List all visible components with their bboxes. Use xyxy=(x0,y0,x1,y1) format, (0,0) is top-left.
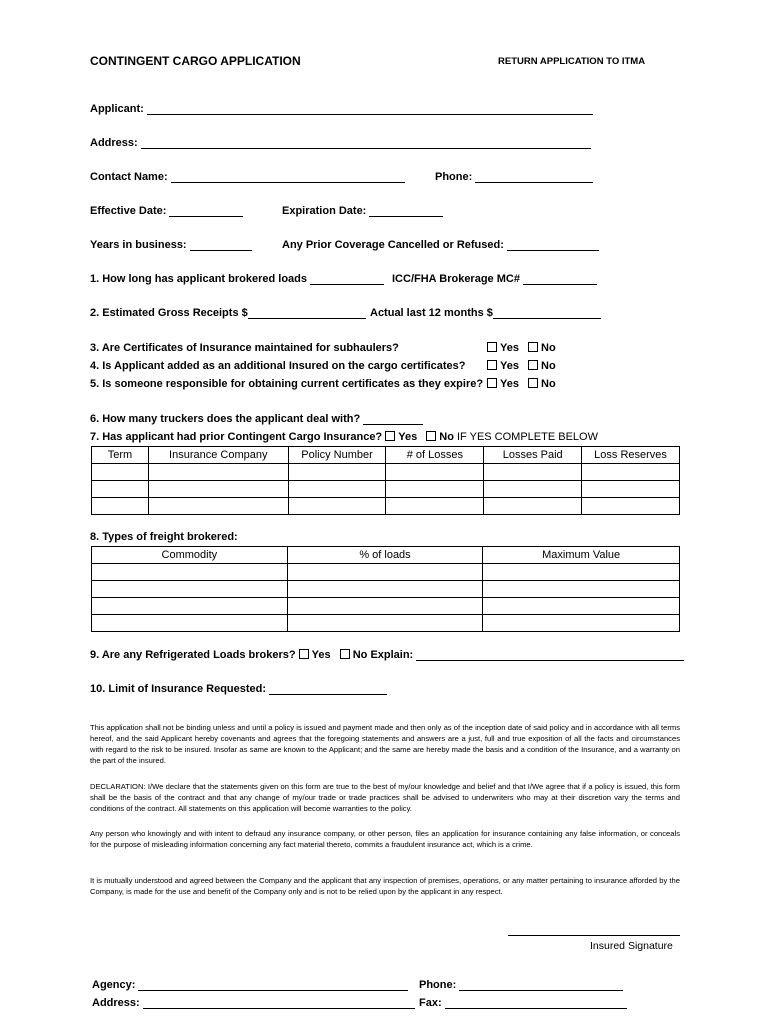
q1-label: 1. How long has applicant brokered loads xyxy=(90,273,307,285)
page-title: CONTINGENT CARGO APPLICATION xyxy=(90,54,301,68)
q1b-label: ICC/FHA Brokerage MC# xyxy=(392,273,520,285)
effective-date-field[interactable] xyxy=(169,205,243,217)
signature-label: Insured Signature xyxy=(590,940,673,952)
effective-date-label: Effective Date: xyxy=(90,205,167,217)
yes-label: Yes xyxy=(500,342,519,354)
q6-row xyxy=(90,413,423,425)
q7-note: IF YES COMPLETE BELOW xyxy=(456,431,598,443)
table-cell[interactable] xyxy=(483,615,680,632)
table-cell[interactable] xyxy=(484,464,582,481)
table-cell[interactable] xyxy=(92,481,149,498)
q5-options xyxy=(487,378,556,390)
q6-field[interactable] xyxy=(363,413,423,425)
q9-explain-label: Explain: xyxy=(370,649,414,661)
return-notice: RETURN APPLICATION TO ITMA xyxy=(498,56,646,67)
no-label: No xyxy=(439,431,454,443)
table-row xyxy=(92,564,680,581)
q7-row xyxy=(90,431,598,443)
table-cell[interactable] xyxy=(386,464,484,481)
no-label: No xyxy=(541,378,556,390)
table-cell[interactable] xyxy=(582,498,680,515)
applicant-field[interactable] xyxy=(147,103,593,115)
yes-label: Yes xyxy=(500,378,519,390)
yes-label: Yes xyxy=(311,649,331,661)
fax-row xyxy=(419,997,627,1009)
col-header: Policy Number xyxy=(288,447,386,464)
table-row xyxy=(92,581,680,598)
q1-row xyxy=(90,273,384,285)
col-header: Maximum Value xyxy=(483,547,680,564)
q8-label: 8. Types of freight brokered: xyxy=(90,531,238,543)
table-cell[interactable] xyxy=(287,564,483,581)
q2b-row xyxy=(370,307,601,319)
q7-label: 7. Has applicant had prior Contingent Cargo Insurance? xyxy=(90,431,383,443)
footer-phone-field[interactable] xyxy=(459,979,623,991)
q9-yes-checkbox[interactable] xyxy=(299,649,309,659)
footer-phone-row xyxy=(419,979,623,991)
table-cell[interactable] xyxy=(148,464,288,481)
declaration-paragraph: DECLARATION: I/We declare that the statements given on this form are true to the best of my/our knowledge and belief and that I/We agree that if a policy is issued, this form shall be the basis of the contract and that any change of my/our trade or trade practices shall be advised to underwriters who may at their discretion vary the terms and conditions of the contract. All statements on this application will become warranties to the policy. xyxy=(90,782,680,813)
no-label: No xyxy=(541,360,556,372)
table-row xyxy=(92,464,680,481)
q10-label: 10. Limit of Insurance Requested: xyxy=(90,683,267,695)
q10-field[interactable] xyxy=(269,683,387,695)
address-row xyxy=(90,137,591,149)
q4-options xyxy=(487,360,556,372)
table-cell[interactable] xyxy=(386,481,484,498)
q4-yes-checkbox[interactable] xyxy=(487,360,497,370)
contact-name-field[interactable] xyxy=(171,171,405,183)
table-cell[interactable] xyxy=(386,498,484,515)
col-header: Loss Reserves xyxy=(582,447,680,464)
table-header-row xyxy=(92,547,680,564)
q2-label: 2. Estimated Gross Receipts $ xyxy=(90,307,248,319)
table-header-row xyxy=(92,447,680,464)
q1b-row xyxy=(392,273,597,285)
q9-row xyxy=(90,649,684,661)
inspection-paragraph: It is mutually understood and agreed between the Company and the applicant that any inspection of premises, operations, or any matter pertaining to insurance afforded by the Company, is made for the use and benefit of the Company only and is not to be relied upon by the applicant in any respect. xyxy=(90,876,680,896)
table-cell[interactable] xyxy=(92,498,149,515)
q2b-label: Actual last 12 months $ xyxy=(370,307,493,319)
table-cell[interactable] xyxy=(92,598,288,615)
table-cell[interactable] xyxy=(288,498,386,515)
prior-insurance-table xyxy=(91,446,680,515)
q5-yes-checkbox[interactable] xyxy=(487,378,497,388)
prior-coverage-row xyxy=(282,239,599,251)
q9-label: 9. Are any Refrigerated Loads brokers? xyxy=(90,649,296,661)
contact-name-label: Contact Name: xyxy=(90,171,168,183)
col-header: Losses Paid xyxy=(484,447,582,464)
fax-label: Fax: xyxy=(419,997,442,1009)
q3-options xyxy=(487,342,556,354)
col-header: Commodity xyxy=(92,547,288,564)
table-cell[interactable] xyxy=(483,598,680,615)
q4-label: 4. Is Applicant added as an additional Insured on the cargo certificates? xyxy=(90,360,466,372)
q3-label: 3. Are Certificates of Insurance maintained for subhaulers? xyxy=(90,342,399,354)
q3-no-checkbox[interactable] xyxy=(528,342,538,352)
contact-row xyxy=(90,171,405,183)
expiration-date-label: Expiration Date: xyxy=(282,205,367,217)
table-cell[interactable] xyxy=(287,598,483,615)
years-label: Years in business: xyxy=(90,239,187,251)
expiration-date-row xyxy=(282,205,443,217)
applicant-row xyxy=(90,103,593,115)
col-header: Insurance Company xyxy=(148,447,288,464)
fax-field[interactable] xyxy=(445,997,627,1009)
col-header: Term xyxy=(92,447,149,464)
agency-field[interactable] xyxy=(138,979,408,991)
q7-no-checkbox[interactable] xyxy=(426,431,436,441)
q2-row xyxy=(90,307,366,319)
table-cell[interactable] xyxy=(288,481,386,498)
table-cell[interactable] xyxy=(148,481,288,498)
table-cell[interactable] xyxy=(92,581,288,598)
q2-field[interactable] xyxy=(248,307,366,319)
effective-date-row xyxy=(90,205,243,217)
table-row xyxy=(92,498,680,515)
address-label: Address: xyxy=(90,137,138,149)
prior-coverage-label: Any Prior Coverage Cancelled or Refused: xyxy=(282,239,504,251)
freight-table xyxy=(91,546,680,632)
agency-row xyxy=(92,979,408,991)
table-row xyxy=(92,598,680,615)
table-cell[interactable] xyxy=(582,481,680,498)
q3-yes-checkbox[interactable] xyxy=(487,342,497,352)
table-cell[interactable] xyxy=(287,615,483,632)
table-row xyxy=(92,481,680,498)
q9-explain-field[interactable] xyxy=(416,649,684,661)
q4-no-checkbox[interactable] xyxy=(528,360,538,370)
table-cell[interactable] xyxy=(288,464,386,481)
phone-label: Phone: xyxy=(435,171,473,183)
agency-label: Agency: xyxy=(92,979,136,991)
col-header: # of Losses xyxy=(386,447,484,464)
expiration-date-field[interactable] xyxy=(369,205,443,217)
footer-phone-label: Phone: xyxy=(419,979,457,991)
no-label: No xyxy=(352,649,368,661)
phone-field[interactable] xyxy=(475,171,593,183)
applicant-label: Applicant: xyxy=(90,103,144,115)
table-cell[interactable] xyxy=(148,498,288,515)
address-field[interactable] xyxy=(141,137,591,149)
table-cell[interactable] xyxy=(92,564,288,581)
table-cell[interactable] xyxy=(484,481,582,498)
fraud-paragraph: Any person who knowingly and with intent to defraud any insurance company, or other person, files an application for insurance containing any false information, or conceals for the purpose of misleading information concerning any fact material thereto, commits a fraudulent insurance act, which is a crime. xyxy=(90,829,680,849)
q5-label: 5. Is someone responsible for obtaining current certificates as they expire? xyxy=(90,378,484,390)
q2b-field[interactable] xyxy=(493,307,601,319)
q1b-field[interactable] xyxy=(523,273,597,285)
binding-paragraph: This application shall not be binding unless and until a policy is issued and payment made and then only as of the inception date of said policy and in accordance with all terms hereof, and the said Applicant hereby covenants and agrees that the foregoing statements and answers are a just, full and true exposition of all the facts and circumstances with regard to the risk to be insured. Insofar as same are known to the Applicant; and the same are hereby made the basis and a condition of the Insurance, and a warranty on the part of the insured. xyxy=(90,723,680,765)
footer-address-label: Address: xyxy=(92,997,140,1009)
footer-address-field[interactable] xyxy=(143,997,415,1009)
no-label: No xyxy=(541,342,556,354)
years-row xyxy=(90,239,252,251)
years-field[interactable] xyxy=(190,239,252,251)
table-cell[interactable] xyxy=(484,498,582,515)
yes-label: Yes xyxy=(500,360,519,372)
q1-field[interactable] xyxy=(310,273,384,285)
signature-line[interactable] xyxy=(508,935,680,936)
footer-address-row xyxy=(92,997,415,1009)
table-cell[interactable] xyxy=(287,581,483,598)
q5-no-checkbox[interactable] xyxy=(528,378,538,388)
q6-label: 6. How many truckers does the applicant deal with? xyxy=(90,413,361,425)
table-cell[interactable] xyxy=(582,464,680,481)
q10-row xyxy=(90,683,387,695)
table-cell[interactable] xyxy=(92,615,288,632)
prior-coverage-field[interactable] xyxy=(507,239,599,251)
table-cell[interactable] xyxy=(483,581,680,598)
phone-row xyxy=(435,171,593,183)
q9-no-checkbox[interactable] xyxy=(340,649,350,659)
table-row xyxy=(92,615,680,632)
col-header: % of loads xyxy=(287,547,483,564)
table-cell[interactable] xyxy=(483,564,680,581)
q7-yes-checkbox[interactable] xyxy=(385,431,395,441)
yes-label: Yes xyxy=(398,431,418,443)
table-cell[interactable] xyxy=(92,464,149,481)
